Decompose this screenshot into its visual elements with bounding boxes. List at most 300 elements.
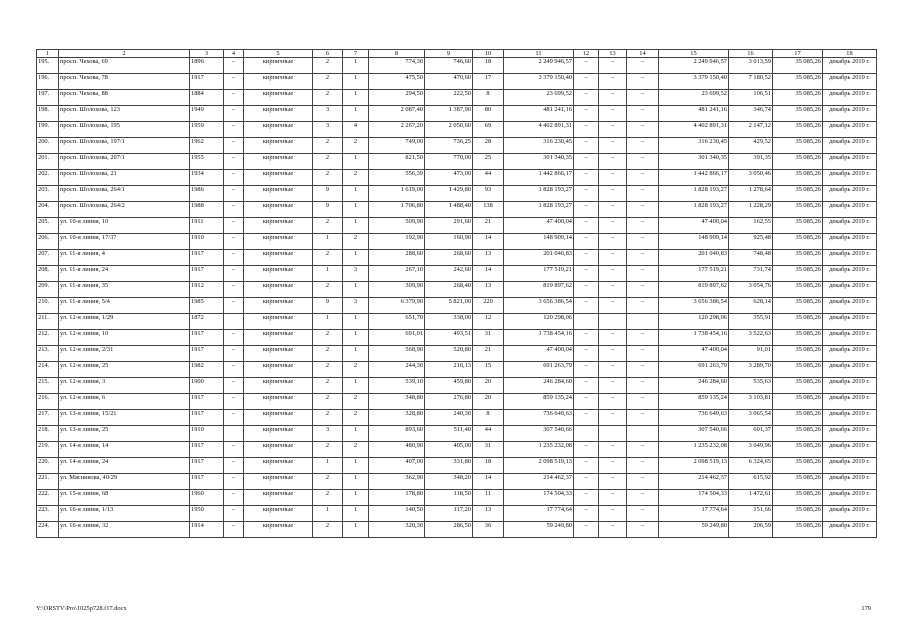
table-cell: – [224,410,244,426]
table-cell: 1 [343,218,369,234]
table-row [37,282,877,298]
table-cell: 35 085,26 [773,426,823,442]
column-number: 18 [823,50,877,58]
table-cell: 493,51 [425,330,473,346]
table-cell: 2 [313,90,343,106]
table-cell: 568,90 [369,346,425,362]
column-number: 16 [729,50,773,58]
table-cell: 3 379 150,40 [659,74,729,90]
table-cell: 15 [473,362,504,378]
table-row [37,218,877,234]
table-cell [574,426,599,442]
table-cell: – [224,122,244,138]
table-row [37,522,877,538]
table-cell: кирпичные [244,170,313,186]
table-cell: 148 909,14 [504,234,574,250]
table-cell: 276,80 [425,394,473,410]
table-cell: 2 [313,442,343,458]
table-cell: 1 [343,330,369,346]
table-cell: кирпичные [244,506,313,522]
table-cell: 2 [313,474,343,490]
table-cell: – [574,106,599,122]
table-cell: – [627,474,659,490]
table-cell: 480,90 [369,442,425,458]
table-cell: 18 [473,58,504,74]
table-cell: – [574,202,599,218]
table-cell: – [627,522,659,538]
table-cell: – [627,282,659,298]
table-cell: 59 249,80 [504,522,574,538]
table-row [37,298,877,314]
table-cell: 405,00 [425,442,473,458]
table-cell: – [224,186,244,202]
table-cell: 177 519,21 [659,266,729,282]
table-cell: 2 087,40 [369,106,425,122]
table-cell: 17 [473,74,504,90]
table-cell: 246 284,60 [659,378,729,394]
table-cell: 1960 [190,490,224,506]
table-cell: 201 040,83 [659,250,729,266]
table-cell: – [627,138,659,154]
table-cell: 1934 [190,170,224,186]
table-cell: 1 442 866,17 [659,170,729,186]
table-cell: – [627,250,659,266]
page-number: 179 [861,605,871,612]
table-cell: 736,25 [425,138,473,154]
table-cell: 21 [473,218,504,234]
table-cell: 2 [313,250,343,266]
table-cell: – [627,202,659,218]
table-cell: ул. 16-я линия, 1/13 [59,506,190,522]
table-cell: 198. [37,106,59,122]
table-cell: 1 [313,234,343,250]
table-cell: ул. 16-я линия, 32 [59,522,190,538]
table-cell: 35 085,26 [773,202,823,218]
table-cell: 3 [313,426,343,442]
table-cell: 731,74 [729,266,773,282]
table-cell: 214. [37,362,59,378]
table-cell: декабрь 2019 г. [823,506,877,522]
table-cell: 3 054,76 [729,282,773,298]
table-cell: 511,40 [425,426,473,442]
table-cell: 215. [37,378,59,394]
table-cell: 3 103,81 [729,394,773,410]
table-cell: кирпичные [244,394,313,410]
table-cell: 35 085,26 [773,250,823,266]
table-body [37,58,877,538]
table-row [37,378,877,394]
table-cell: 1 [343,106,369,122]
table-row [37,458,877,474]
table-cell: – [224,250,244,266]
table-cell: кирпичные [244,282,313,298]
table-cell: кирпичные [244,154,313,170]
table-cell: 294,50 [369,90,425,106]
table-cell: 316 230,45 [659,138,729,154]
table-cell: 628,14 [729,298,773,314]
table-cell: 206,59 [729,522,773,538]
table-cell: 1 [343,154,369,170]
table-cell: – [574,58,599,74]
table-cell: – [574,410,599,426]
table-row [37,58,877,74]
table-row [37,154,877,170]
table-cell: – [627,410,659,426]
table-cell: 218. [37,426,59,442]
table-cell: 199. [37,122,59,138]
table-cell: просп. Шолохова, 264/1 [59,186,190,202]
table-cell: 3 050,46 [729,170,773,186]
table-cell: кирпичные [244,122,313,138]
table-cell: – [574,362,599,378]
table-cell: 473,00 [425,170,473,186]
table-cell: – [627,378,659,394]
table-cell: 470,60 [425,74,473,90]
table-cell: декабрь 2019 г. [823,282,877,298]
table-cell: просп. Чехова, 69 [59,58,190,74]
table-cell: – [627,394,659,410]
table-cell: 208. [37,266,59,282]
table-row [37,122,877,138]
table-cell: 120 298,06 [659,314,729,330]
table-cell: 355,91 [729,314,773,330]
table-cell: – [599,250,627,266]
table-cell: 749,00 [369,138,425,154]
table-cell: 31 [473,442,504,458]
table-cell: 35 085,26 [773,506,823,522]
table-cell: 201 040,83 [504,250,574,266]
table-cell: 44 [473,426,504,442]
table-cell: – [224,106,244,122]
table-cell: 3 [313,122,343,138]
table-cell: 535,63 [729,378,773,394]
table-cell: кирпичные [244,186,313,202]
table-cell: 736 649,63 [504,410,574,426]
table-cell: 4 402 891,31 [659,122,729,138]
table-cell: 20 [473,378,504,394]
table-cell: – [599,394,627,410]
table-cell: 320,30 [369,522,425,538]
table-cell: – [599,378,627,394]
table-cell: 8 [473,410,504,426]
table-cell: декабрь 2019 г. [823,314,877,330]
table-cell: 35 085,26 [773,282,823,298]
table-cell: – [627,90,659,106]
table-cell: 31 [473,330,504,346]
table-cell: 819 897,62 [659,282,729,298]
table-cell: кирпичные [244,106,313,122]
table-cell: 1 [343,490,369,506]
table-cell: 1917 [190,394,224,410]
table-cell: 162,55 [729,218,773,234]
column-number: 10 [473,50,504,58]
table-cell: 35 085,26 [773,122,823,138]
table-cell: 35 085,26 [773,442,823,458]
table-cell: кирпичные [244,410,313,426]
table-cell: 481 241,16 [659,106,729,122]
housing-table [36,49,877,538]
table-cell: 174 504,33 [659,490,729,506]
table-cell: 2 249 946,57 [504,58,574,74]
table-cell: 12 [473,314,504,330]
table-cell: кирпичные [244,138,313,154]
table-cell: 210. [37,298,59,314]
table-cell: 35 085,26 [773,378,823,394]
table-cell: декабрь 2019 г. [823,74,877,90]
column-number: 4 [224,50,244,58]
table-cell: 192,90 [369,234,425,250]
table-cell: просп. Шолохова, 123 [59,106,190,122]
table-cell: – [599,74,627,90]
table-cell: – [599,330,627,346]
table-cell: 307 540,66 [659,426,729,442]
table-cell: кирпичные [244,58,313,74]
table-cell: 35 085,26 [773,458,823,474]
table-cell: 821,50 [369,154,425,170]
table-cell: кирпичные [244,74,313,90]
table-cell: – [224,458,244,474]
table-cell: 35 085,26 [773,490,823,506]
table-cell: 14 [473,234,504,250]
table-cell: 651,70 [369,314,425,330]
table-cell: 14 [473,266,504,282]
table-row [37,394,877,410]
table-cell: 3 [343,298,369,314]
table-cell: 13 [473,250,504,266]
table-cell: 1917 [190,266,224,282]
table-cell: – [599,458,627,474]
table-cell: 2 [343,234,369,250]
table-cell: 1917 [190,410,224,426]
table-cell: декабрь 2019 г. [823,378,877,394]
table-cell: 44 [473,170,504,186]
table-cell: 3 [343,266,369,282]
table-cell: ул. 11-я линия, 24 [59,266,190,282]
table-cell: – [224,330,244,346]
table-cell: 35 085,26 [773,186,823,202]
table-cell: 1 235 232,08 [659,442,729,458]
table-cell: 23 699,52 [504,90,574,106]
table-cell: 1 [313,458,343,474]
table-cell: ул. 10-я линия, 10 [59,218,190,234]
table-cell: 35 085,26 [773,74,823,90]
table-cell: 267,10 [369,266,425,282]
table-cell [574,314,599,330]
table-cell [627,314,659,330]
table-cell: декабрь 2019 г. [823,298,877,314]
table-cell: 859 135,24 [659,394,729,410]
table-cell: 35 085,26 [773,298,823,314]
table-cell: ул. 12-я линия, 1/29 [59,314,190,330]
table-cell: – [599,234,627,250]
table-cell: – [224,490,244,506]
table-cell: 2 [313,170,343,186]
column-number: 3 [190,50,224,58]
table-row [37,330,877,346]
table-cell: 2 050,60 [425,122,473,138]
table-cell: 1911 [190,218,224,234]
table-cell: 13 [473,282,504,298]
table-cell: – [574,458,599,474]
table-cell [224,426,244,442]
table-cell: кирпичные [244,522,313,538]
table-cell: 201. [37,154,59,170]
table-cell: кирпичные [244,234,313,250]
table-cell: ул. 11-я линия, 5/4 [59,298,190,314]
column-number: 15 [659,50,729,58]
table-cell: 197. [37,90,59,106]
table-cell: – [224,58,244,74]
table-cell: – [224,170,244,186]
table-cell: 178,80 [369,490,425,506]
table-cell: 1959 [190,122,224,138]
table-row [37,490,877,506]
table-cell: 2 267,20 [369,122,425,138]
table-cell: – [224,346,244,362]
table-cell: 1 828 193,27 [504,186,574,202]
table-cell: 539,10 [369,378,425,394]
table-cell: 2 [313,394,343,410]
table-cell: декабрь 2019 г. [823,266,877,282]
table-cell: – [599,106,627,122]
table-cell: – [599,346,627,362]
table-cell: кирпичные [244,90,313,106]
table-cell: 17 774,64 [504,506,574,522]
table-cell: 217. [37,410,59,426]
table-cell: 2 [313,154,343,170]
table-cell: 309,90 [369,282,425,298]
table-cell: кирпичные [244,298,313,314]
table-cell: 106,51 [729,90,773,106]
table-cell: 80 [473,106,504,122]
table-cell: 6 379,90 [369,298,425,314]
table-cell: декабрь 2019 г. [823,234,877,250]
table-cell: – [574,266,599,282]
table-cell: 331,80 [425,458,473,474]
table-cell: 117,20 [425,506,473,522]
table-cell: 1 738 454,16 [659,330,729,346]
table-cell: 893,60 [369,426,425,442]
table-cell: – [224,362,244,378]
table-row [37,170,877,186]
table-cell: 1872 [190,314,224,330]
table-cell: 1 [343,282,369,298]
table-cell: 1 706,80 [369,202,425,218]
table-cell: 7 180,52 [729,74,773,90]
table-cell: ул. 13-я линия, 25 [59,426,190,442]
table-cell: 338,00 [425,314,473,330]
table-cell: декабрь 2019 г. [823,202,877,218]
table-cell: 3 049,96 [729,442,773,458]
table-cell: – [627,330,659,346]
table-cell: 174 504,33 [504,490,574,506]
table-cell: 925,48 [729,234,773,250]
table-cell: кирпичные [244,362,313,378]
table-cell: 28 [473,138,504,154]
table-cell: кирпичные [244,202,313,218]
table-cell: 35 085,26 [773,410,823,426]
table-cell: 209. [37,282,59,298]
table-cell: – [224,266,244,282]
table-cell: – [627,106,659,122]
table-cell: ул. 12-я линия, 3 [59,378,190,394]
table-cell: – [224,234,244,250]
table-cell: 1 [343,58,369,74]
table-cell: 316 230,45 [504,138,574,154]
table-cell: 1917 [190,442,224,458]
table-cell: 1949 [190,106,224,122]
table-cell: 4 402 891,31 [504,122,574,138]
column-number: 1 [37,50,59,58]
table-cell: – [599,122,627,138]
table-cell: 2 [313,138,343,154]
table-cell: 140,50 [369,506,425,522]
table-cell: 346,74 [729,106,773,122]
table-cell: – [574,506,599,522]
table-cell: 348,20 [425,474,473,490]
table-cell: 2 [343,394,369,410]
table-cell: 1917 [190,330,224,346]
table-row [37,138,877,154]
table-cell: – [599,442,627,458]
table-cell: 1896 [190,58,224,74]
table-cell: 1 [343,458,369,474]
table-cell: 601,37 [729,426,773,442]
table-cell: 859 135,24 [504,394,574,410]
table-row [37,202,877,218]
table-cell: 3 656 386,54 [659,298,729,314]
table-cell: 148 909,14 [659,234,729,250]
table-cell: 2 [313,74,343,90]
table-cell: ул. 14-я линия, 24 [59,458,190,474]
table-cell: 9 [313,186,343,202]
table-cell: – [599,410,627,426]
table-row [37,234,877,250]
table-cell: – [599,186,627,202]
table-cell: ул. 15-я линия, 68 [59,490,190,506]
table-cell: 200. [37,138,59,154]
table-cell: 13 [473,506,504,522]
table-cell: 2 [313,346,343,362]
table-cell: 1 [313,506,343,522]
table-cell: кирпичные [244,346,313,362]
table-cell: 268,40 [425,282,473,298]
table-cell: – [224,218,244,234]
table-cell: кирпичные [244,442,313,458]
table-cell: просп. Шолохова, 197/1 [59,138,190,154]
table-cell: 509,90 [369,218,425,234]
table-cell: 1 442 866,17 [504,170,574,186]
table-cell: просп. Шолохова, 264/2 [59,202,190,218]
table-cell: просп. Шолохова, 21 [59,170,190,186]
table-cell: 3 013,59 [729,58,773,74]
table-cell: ул. 12-я линия, 6 [59,394,190,410]
table-cell: 196. [37,74,59,90]
table-cell: – [627,490,659,506]
table-cell: 691 263,79 [659,362,729,378]
table-cell: – [627,170,659,186]
table-cell: 291,60 [425,218,473,234]
table-cell: – [627,266,659,282]
table-cell: 748,48 [729,250,773,266]
table-cell: декабрь 2019 г. [823,170,877,186]
table-cell: декабрь 2019 г. [823,186,877,202]
table-row [37,426,877,442]
table-cell: 35 085,26 [773,314,823,330]
table-cell: – [627,186,659,202]
table-cell: – [224,298,244,314]
table-cell [599,426,627,442]
